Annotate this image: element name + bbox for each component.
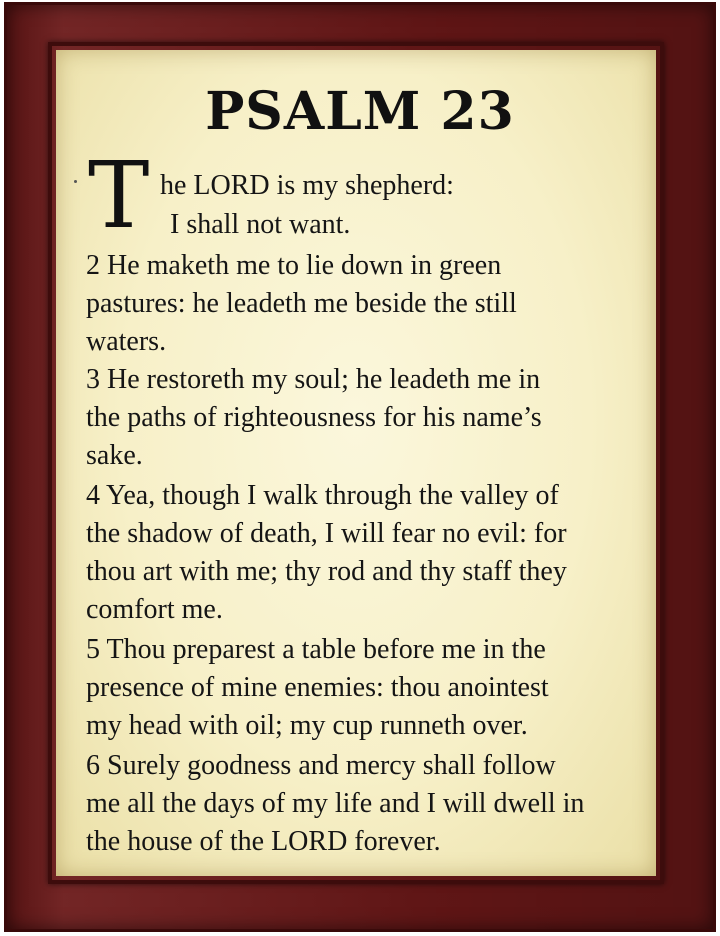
verse-line: the house of the LORD forever. bbox=[86, 826, 441, 857]
intro-line: he LORD is my shepherd: bbox=[160, 170, 454, 201]
verse-line: me all the days of my life and I will dwell in bbox=[86, 788, 585, 819]
drop-cap-letter: T bbox=[88, 142, 150, 249]
parchment-speck bbox=[74, 180, 77, 183]
verse-line: 2 He maketh me to lie down in green bbox=[86, 250, 502, 281]
verse-line: comfort me. bbox=[86, 594, 223, 625]
verse-line: 6 Surely goodness and mercy shall follow bbox=[86, 750, 556, 781]
psalm-title: PSALM 23 bbox=[205, 81, 515, 142]
verse-line: 3 He restoreth my soul; he leadeth me in bbox=[86, 364, 541, 395]
verse-line: waters. bbox=[86, 326, 167, 357]
verse-line: pastures: he leadeth me beside the still bbox=[86, 288, 517, 319]
verse-line: the paths of righteousness for his name’s bbox=[86, 402, 542, 433]
verse-line: 5 Thou preparest a table before me in the bbox=[86, 634, 546, 665]
verse-line: 4 Yea, though I walk through the valley of bbox=[86, 480, 559, 511]
verse-line: presence of mine enemies: thou anointest bbox=[86, 672, 549, 703]
verse-line: sake. bbox=[86, 440, 143, 471]
verse-line: thou art with me; thy rod and thy staff they bbox=[86, 556, 567, 587]
verse-line: the shadow of death, I will fear no evil: for bbox=[86, 518, 567, 549]
verse-line: my head with oil; my cup runneth over. bbox=[86, 710, 528, 741]
intro-line: I shall not want. bbox=[170, 209, 351, 240]
